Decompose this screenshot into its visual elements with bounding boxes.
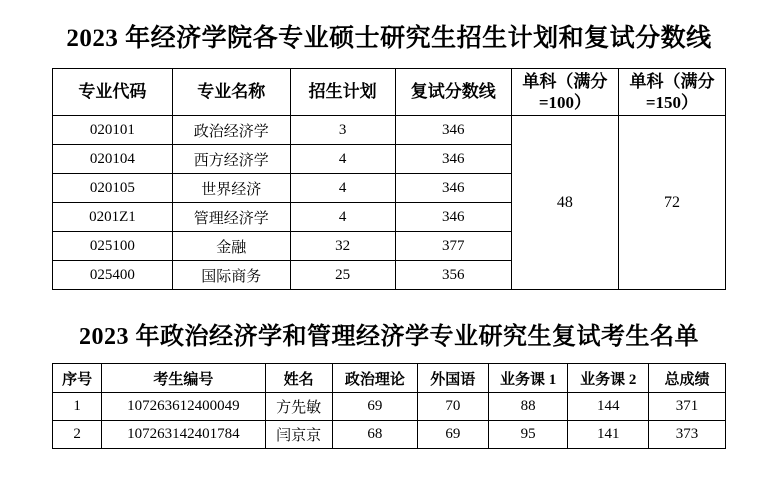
cell-business-2: 141	[568, 421, 649, 449]
cell-politics: 69	[332, 393, 417, 421]
header-single-150-line2: =150）	[645, 93, 699, 112]
candidate-list-table-body	[53, 393, 726, 449]
page-title-candidate-list: 2023 年政治经济学和管理经济学专业研究生复试考生名单	[79, 324, 699, 350]
cell-major-code: 020105	[53, 174, 173, 203]
cell-major-name: 管理经济学	[172, 203, 290, 232]
cell-candidate-id: 107263612400049	[102, 393, 265, 421]
header-total-score: 总成绩	[649, 364, 726, 393]
cell-politics: 68	[332, 421, 417, 449]
cell-total-score: 373	[649, 421, 726, 449]
cell-plan: 25	[290, 261, 395, 290]
cell-name: 方先敏	[265, 393, 332, 421]
table-header-row	[53, 364, 726, 393]
cell-total-score: 371	[649, 393, 726, 421]
table-row	[53, 421, 726, 449]
header-single-100-line1: 单科（满分	[522, 71, 608, 91]
table-header-row	[53, 69, 726, 116]
header-retest-line: 复试分数线	[395, 69, 511, 116]
header-politics: 政治理论	[332, 364, 417, 393]
cell-foreign-language: 69	[417, 421, 488, 449]
cell-plan: 4	[290, 174, 395, 203]
header-business-2: 业务课 2	[568, 364, 649, 393]
cell-retest-line: 356	[395, 261, 511, 290]
cell-major-name: 国际商务	[172, 261, 290, 290]
cell-name: 闫京京	[265, 421, 332, 449]
cell-retest-line: 346	[395, 174, 511, 203]
cell-major-code: 025100	[53, 232, 173, 261]
cell-major-code: 020101	[53, 116, 173, 145]
admission-plan-table	[52, 68, 726, 290]
header-single-100	[511, 69, 618, 116]
admission-plan-table-header	[53, 69, 726, 116]
cell-business-2: 144	[568, 393, 649, 421]
header-single-150-line1: 单科（满分	[629, 71, 715, 91]
document-page	[0, 18, 778, 490]
cell-plan: 4	[290, 203, 395, 232]
cell-business-1: 88	[488, 393, 568, 421]
table-row	[53, 393, 726, 421]
cell-major-code: 020104	[53, 145, 173, 174]
candidate-list-table	[52, 363, 726, 449]
page-title-admission-plan: 2023 年经济学院各专业硕士研究生招生计划和复试分数线	[66, 25, 712, 52]
cell-major-name: 西方经济学	[172, 145, 290, 174]
header-foreign-language: 外国语	[417, 364, 488, 393]
cell-retest-line: 346	[395, 116, 511, 145]
cell-retest-line: 377	[395, 232, 511, 261]
cell-no: 1	[53, 393, 102, 421]
admission-plan-table-body	[53, 116, 726, 290]
cell-major-code: 025400	[53, 261, 173, 290]
header-candidate-id: 考生编号	[102, 364, 265, 393]
cell-retest-line: 346	[395, 145, 511, 174]
cell-major-code: 0201Z1	[53, 203, 173, 232]
header-single-100-line2: =100）	[538, 93, 592, 112]
cell-no: 2	[53, 421, 102, 449]
header-business-1: 业务课 1	[488, 364, 568, 393]
cell-single-150-value: 72	[618, 116, 725, 290]
cell-candidate-id: 107263142401784	[102, 421, 265, 449]
header-plan: 招生计划	[290, 69, 395, 116]
cell-major-name: 世界经济	[172, 174, 290, 203]
cell-retest-line: 346	[395, 203, 511, 232]
header-major-name: 专业名称	[172, 69, 290, 116]
cell-plan: 32	[290, 232, 395, 261]
header-name: 姓名	[265, 364, 332, 393]
cell-plan: 3	[290, 116, 395, 145]
cell-plan: 4	[290, 145, 395, 174]
cell-foreign-language: 70	[417, 393, 488, 421]
cell-business-1: 95	[488, 421, 568, 449]
cell-major-name: 政治经济学	[172, 116, 290, 145]
header-major-code: 专业代码	[53, 69, 173, 116]
cell-single-100-value: 48	[511, 116, 618, 290]
table-row	[53, 116, 726, 145]
candidate-list-table-header	[53, 364, 726, 393]
cell-major-name: 金融	[172, 232, 290, 261]
header-single-150	[618, 69, 725, 116]
header-no: 序号	[53, 364, 102, 393]
